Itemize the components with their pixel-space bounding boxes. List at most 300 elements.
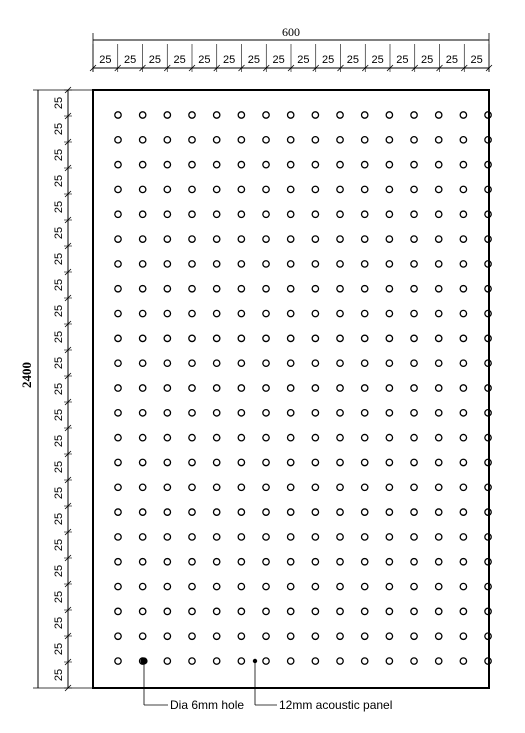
hole	[436, 360, 442, 366]
hole	[213, 633, 219, 639]
left-segment-label: 25	[53, 304, 65, 318]
hole	[139, 261, 145, 267]
top-segment-label: 25	[421, 54, 434, 66]
left-segment-label: 25	[53, 564, 65, 578]
left-segment-label: 25	[53, 616, 65, 630]
hole	[386, 286, 392, 292]
hole	[139, 310, 145, 316]
left-segment-label: 25	[53, 538, 65, 552]
hole	[238, 534, 244, 540]
hole-grid	[115, 112, 491, 664]
hole	[411, 310, 417, 316]
top-segment-label: 25	[247, 54, 260, 66]
hole	[164, 161, 170, 167]
hole	[337, 112, 343, 118]
top-segment-label: 25	[396, 54, 409, 66]
hole	[386, 186, 392, 192]
left-segment-label: 25	[53, 226, 65, 240]
hole	[312, 608, 318, 614]
left-dimension-chain	[19, 87, 93, 691]
hole	[238, 410, 244, 416]
annotations	[140, 657, 392, 712]
hole	[238, 484, 244, 490]
hole	[436, 509, 442, 515]
hole	[189, 434, 195, 440]
left-segment-label: 25	[53, 434, 65, 448]
hole	[287, 261, 293, 267]
hole	[213, 658, 219, 664]
hole	[189, 385, 195, 391]
hole	[436, 434, 442, 440]
hole	[263, 410, 269, 416]
hole	[411, 410, 417, 416]
hole	[263, 559, 269, 565]
top-segment-label: 25	[198, 54, 211, 66]
hole	[312, 385, 318, 391]
hole	[189, 335, 195, 341]
hole	[386, 608, 392, 614]
hole	[460, 608, 466, 614]
hole	[362, 137, 368, 143]
hole	[337, 608, 343, 614]
hole	[460, 211, 466, 217]
left-segment-label: 25	[53, 668, 65, 682]
hole	[213, 583, 219, 589]
top-total-dimension-label: 600	[282, 25, 300, 39]
hole	[139, 236, 145, 242]
hole	[312, 112, 318, 118]
hole	[411, 385, 417, 391]
hole	[411, 534, 417, 540]
hole	[411, 633, 417, 639]
hole	[411, 434, 417, 440]
hole	[337, 335, 343, 341]
hole	[238, 459, 244, 465]
hole	[460, 360, 466, 366]
hole	[238, 608, 244, 614]
left-segment-label: 25	[53, 122, 65, 136]
top-segment-label: 25	[272, 54, 285, 66]
hole	[411, 236, 417, 242]
hole	[362, 261, 368, 267]
hole	[139, 112, 145, 118]
left-segment-labels	[53, 87, 72, 691]
hole	[362, 559, 368, 565]
hole-leader-dot	[140, 657, 147, 664]
hole	[213, 410, 219, 416]
hole	[263, 360, 269, 366]
hole	[189, 658, 195, 664]
hole	[287, 286, 293, 292]
hole	[362, 608, 368, 614]
hole	[337, 310, 343, 316]
hole	[337, 161, 343, 167]
hole	[386, 261, 392, 267]
hole	[189, 410, 195, 416]
panel-note-label: 12mm acoustic panel	[279, 698, 393, 712]
left-segment-label: 25	[53, 278, 65, 292]
hole	[213, 385, 219, 391]
hole	[213, 360, 219, 366]
hole	[411, 211, 417, 217]
left-segment-label: 25	[53, 356, 65, 370]
hole	[263, 658, 269, 664]
hole	[460, 410, 466, 416]
hole	[411, 509, 417, 515]
hole	[287, 583, 293, 589]
hole	[436, 459, 442, 465]
top-segment-label: 25	[322, 54, 335, 66]
hole	[337, 484, 343, 490]
hole	[213, 112, 219, 118]
hole	[386, 236, 392, 242]
left-segment-label: 25	[53, 382, 65, 396]
hole	[238, 137, 244, 143]
hole	[362, 161, 368, 167]
hole	[115, 484, 121, 490]
hole	[312, 410, 318, 416]
hole	[115, 186, 121, 192]
hole	[337, 459, 343, 465]
hole	[337, 137, 343, 143]
hole	[287, 360, 293, 366]
hole	[386, 137, 392, 143]
hole	[164, 608, 170, 614]
hole	[115, 459, 121, 465]
hole	[436, 112, 442, 118]
hole	[115, 434, 121, 440]
hole	[139, 633, 145, 639]
hole	[164, 112, 170, 118]
hole	[238, 310, 244, 316]
hole	[287, 459, 293, 465]
hole	[263, 137, 269, 143]
hole	[139, 360, 145, 366]
hole	[337, 509, 343, 515]
hole	[164, 658, 170, 664]
hole	[460, 186, 466, 192]
hole	[287, 509, 293, 515]
hole	[362, 360, 368, 366]
hole	[164, 534, 170, 540]
hole	[139, 434, 145, 440]
hole	[263, 310, 269, 316]
hole	[436, 186, 442, 192]
hole	[287, 534, 293, 540]
hole	[411, 161, 417, 167]
hole	[287, 335, 293, 341]
hole	[238, 658, 244, 664]
top-segment-label: 25	[99, 54, 112, 66]
hole	[238, 385, 244, 391]
left-segment-label: 25	[53, 96, 65, 110]
hole	[139, 509, 145, 515]
hole	[312, 236, 318, 242]
hole	[238, 161, 244, 167]
hole	[460, 310, 466, 316]
hole	[115, 583, 121, 589]
hole	[238, 236, 244, 242]
hole	[263, 534, 269, 540]
hole	[312, 633, 318, 639]
hole	[115, 112, 121, 118]
hole	[189, 583, 195, 589]
hole	[139, 335, 145, 341]
hole	[287, 385, 293, 391]
hole	[139, 583, 145, 589]
hole	[139, 211, 145, 217]
hole	[189, 310, 195, 316]
hole	[337, 559, 343, 565]
hole	[115, 236, 121, 242]
hole	[139, 286, 145, 292]
hole	[263, 484, 269, 490]
hole	[238, 186, 244, 192]
hole	[213, 559, 219, 565]
hole	[460, 484, 466, 490]
hole	[238, 335, 244, 341]
hole	[287, 211, 293, 217]
left-segment-label: 25	[53, 642, 65, 656]
hole	[386, 534, 392, 540]
hole	[312, 360, 318, 366]
hole	[436, 286, 442, 292]
top-segment-label: 25	[445, 54, 458, 66]
hole	[213, 509, 219, 515]
hole	[411, 186, 417, 192]
hole	[386, 583, 392, 589]
hole	[213, 161, 219, 167]
hole	[189, 261, 195, 267]
left-segment-label: 25	[53, 460, 65, 474]
left-segment-label: 25	[53, 148, 65, 162]
hole	[436, 534, 442, 540]
hole	[460, 434, 466, 440]
hole	[362, 310, 368, 316]
left-segment-label: 25	[53, 200, 65, 214]
hole	[460, 658, 466, 664]
hole	[436, 583, 442, 589]
hole	[436, 658, 442, 664]
hole	[115, 310, 121, 316]
hole	[139, 459, 145, 465]
hole	[189, 137, 195, 143]
hole	[213, 335, 219, 341]
left-segment-label: 25	[53, 174, 65, 188]
left-segment-label: 25	[53, 408, 65, 422]
hole	[263, 509, 269, 515]
hole	[386, 112, 392, 118]
hole	[312, 583, 318, 589]
hole	[362, 484, 368, 490]
hole	[411, 335, 417, 341]
hole	[189, 236, 195, 242]
hole	[164, 236, 170, 242]
hole	[362, 211, 368, 217]
hole	[337, 261, 343, 267]
hole	[337, 360, 343, 366]
hole	[115, 509, 121, 515]
hole	[139, 161, 145, 167]
hole	[386, 459, 392, 465]
hole	[189, 211, 195, 217]
hole	[312, 137, 318, 143]
hole	[189, 360, 195, 366]
hole	[164, 211, 170, 217]
hole	[115, 360, 121, 366]
hole	[312, 261, 318, 267]
hole	[362, 434, 368, 440]
hole	[164, 509, 170, 515]
left-segment-label: 25	[53, 486, 65, 500]
hole	[263, 261, 269, 267]
hole	[312, 459, 318, 465]
hole	[386, 633, 392, 639]
hole	[263, 211, 269, 217]
hole	[436, 385, 442, 391]
hole	[436, 484, 442, 490]
hole	[436, 608, 442, 614]
hole	[460, 261, 466, 267]
hole	[213, 608, 219, 614]
hole	[362, 583, 368, 589]
hole	[362, 112, 368, 118]
hole	[460, 633, 466, 639]
hole	[287, 186, 293, 192]
hole	[386, 658, 392, 664]
hole	[386, 310, 392, 316]
hole	[139, 186, 145, 192]
hole	[164, 335, 170, 341]
hole	[164, 434, 170, 440]
hole	[287, 410, 293, 416]
hole	[312, 658, 318, 664]
top-dimension-chain	[90, 25, 492, 72]
hole	[238, 261, 244, 267]
hole	[164, 385, 170, 391]
hole	[312, 509, 318, 515]
hole	[362, 633, 368, 639]
hole	[213, 534, 219, 540]
hole	[213, 261, 219, 267]
hole	[189, 509, 195, 515]
hole	[164, 310, 170, 316]
hole	[436, 559, 442, 565]
hole	[164, 286, 170, 292]
hole	[238, 286, 244, 292]
hole	[460, 236, 466, 242]
hole	[164, 261, 170, 267]
top-segment-label: 25	[173, 54, 186, 66]
hole	[337, 410, 343, 416]
hole	[460, 509, 466, 515]
hole	[337, 434, 343, 440]
hole	[115, 633, 121, 639]
hole	[362, 534, 368, 540]
hole	[238, 112, 244, 118]
hole	[337, 633, 343, 639]
hole	[386, 484, 392, 490]
hole	[115, 559, 121, 565]
hole	[386, 434, 392, 440]
hole	[362, 459, 368, 465]
hole	[460, 559, 466, 565]
hole	[189, 608, 195, 614]
hole	[115, 211, 121, 217]
hole	[411, 360, 417, 366]
hole	[115, 385, 121, 391]
hole	[337, 658, 343, 664]
hole	[238, 633, 244, 639]
hole	[460, 286, 466, 292]
hole	[263, 161, 269, 167]
hole	[337, 211, 343, 217]
hole	[139, 608, 145, 614]
top-segment-label: 25	[148, 54, 161, 66]
top-segment-label: 25	[470, 54, 483, 66]
hole	[312, 310, 318, 316]
hole	[411, 137, 417, 143]
hole	[460, 137, 466, 143]
hole	[263, 434, 269, 440]
top-segment-label: 25	[223, 54, 236, 66]
acoustic-panel-outline	[93, 90, 489, 688]
hole	[337, 534, 343, 540]
hole	[213, 459, 219, 465]
hole	[213, 310, 219, 316]
hole	[164, 410, 170, 416]
hole	[189, 534, 195, 540]
top-segment-label: 25	[297, 54, 310, 66]
hole	[411, 658, 417, 664]
hole	[164, 633, 170, 639]
hole	[238, 509, 244, 515]
hole	[411, 112, 417, 118]
hole	[337, 186, 343, 192]
hole	[436, 211, 442, 217]
hole	[386, 559, 392, 565]
hole	[139, 534, 145, 540]
hole	[411, 459, 417, 465]
left-segment-label: 25	[53, 590, 65, 604]
hole	[115, 335, 121, 341]
hole	[115, 608, 121, 614]
hole	[436, 310, 442, 316]
hole	[213, 434, 219, 440]
hole	[460, 335, 466, 341]
hole	[337, 286, 343, 292]
hole	[436, 335, 442, 341]
hole	[312, 186, 318, 192]
hole	[263, 236, 269, 242]
hole	[287, 434, 293, 440]
hole	[436, 410, 442, 416]
hole	[189, 633, 195, 639]
panel-leader-dot	[253, 659, 257, 663]
left-segment-label: 25	[53, 330, 65, 344]
hole	[362, 286, 368, 292]
hole	[386, 161, 392, 167]
hole	[189, 186, 195, 192]
hole	[263, 186, 269, 192]
left-total-dimension-label: 2400	[19, 362, 34, 388]
hole	[238, 360, 244, 366]
hole	[287, 112, 293, 118]
hole	[164, 559, 170, 565]
hole	[139, 484, 145, 490]
hole	[213, 286, 219, 292]
hole	[287, 161, 293, 167]
